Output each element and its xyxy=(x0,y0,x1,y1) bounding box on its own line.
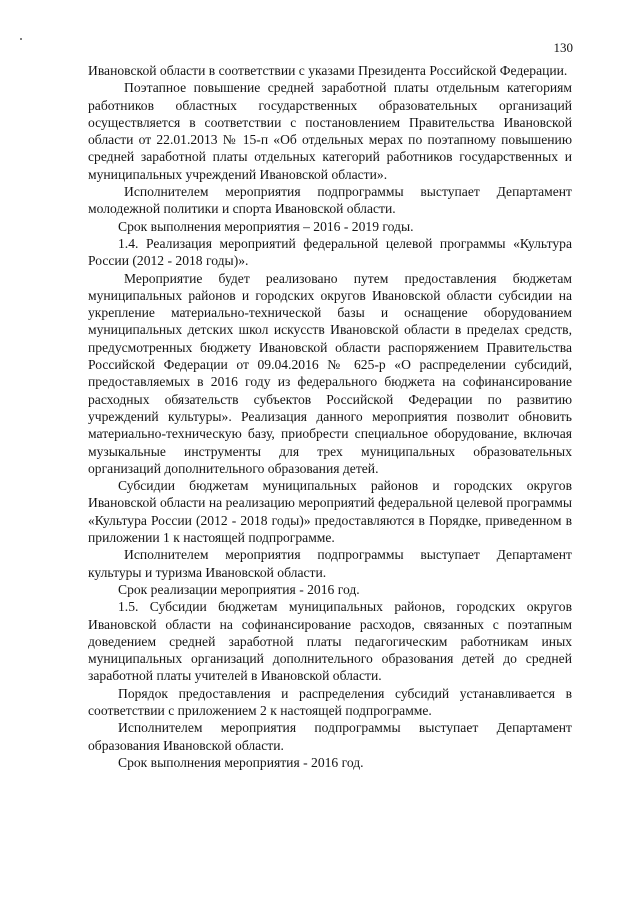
paragraph-executor-youth: Исполнителем мероприятия подпрограммы выступает Департамент молодежной политики и спорта Ивановской области. xyxy=(88,184,572,217)
paragraph-term-2016-a: Срок реализации мероприятия - 2016 год. xyxy=(118,581,360,597)
page-number: 130 xyxy=(553,40,573,55)
scan-speck xyxy=(20,38,22,40)
paragraph-term-2016-b: Срок выполнения мероприятия - 2016 год. xyxy=(118,754,364,770)
paragraph-item-1-5: 1.5. Субсидии бюджетам муниципальных районов, городских округов Ивановской области на софинансирование расходов, связанных с поэтапным доведением средней заработной платы педагогическим работникам иных муниципальных организаций дополнительного образования детей до средней заработной платы учителей в Ивановской области. xyxy=(88,599,572,684)
paragraph-item-1-4: 1.4. Реализация мероприятий федеральной целевой программы «Культура России (2012 - 2018 годы)». xyxy=(88,235,572,269)
paragraph-subsidy-order: Субсидии бюджетам муниципальных районов и городских округов Ивановской области на реализацию мероприятий федеральной целевой программы «Культура России (2012 - 2018 годы)» предоставляются в Порядке, приведенном в приложении 1 к настоящей подпрограмме. xyxy=(88,478,572,546)
paragraph-salary-increase: Поэтапное повышение средней заработной платы отдельным категориям работников областных государственных образовательных организаций осуществляется в соответствии с постановлением Правительства Ивановской области от 22.01.2013 № 15-п «Об отдельных мерах по поэтапному повышению средней заработной платы отдельных категорий работников государственных и муниципальных учреждений Ивановской области». xyxy=(88,80,572,182)
paragraph-distribution-order: Порядок предоставления и распределения субсидий устанавливается в соответствии с приложением 2 к настоящей подпрограмме. xyxy=(88,685,572,718)
paragraph-term-2016-2019: Срок выполнения мероприятия – 2016 - 2019 годы. xyxy=(118,218,414,234)
paragraph-executor-culture: Исполнителем мероприятия подпрограммы выступает Департамент культуры и туризма Ивановской области. xyxy=(88,547,572,580)
paragraph-intro-continuation: Ивановской области в соответствии с указами Президента Российской Федерации. xyxy=(88,63,568,78)
body-text xyxy=(88,62,572,771)
paragraph-culture-subsidy: Мероприятие будет реализовано путем предоставления бюджетам муниципальных районов и городских округов Ивановской области субсидии на укрепление материально-технической базы и оснащение оборудованием муниципальных детских школ искусств Ивановской области в пределах средств, предусмотренных бюджету Ивановской области распоряжением Правительства Российской Федерации от 09.04.2016 № 625-р «О распределении субсидий, предоставляемых в 2016 году из федерального бюджета на софинансирование расходных обязательств субъектов Российской Федерации по развитию учреждений культуры». Реализация данного мероприятия позволит обновить материально-техническую базу, приобрести специальное оборудование, включая музыкальные инструменты для трех муниципальных образовательных организаций дополнительного образования детей. xyxy=(88,270,572,476)
paragraph-executor-education: Исполнителем мероприятия подпрограммы выступает Департамент образования Ивановской области. xyxy=(88,720,572,753)
